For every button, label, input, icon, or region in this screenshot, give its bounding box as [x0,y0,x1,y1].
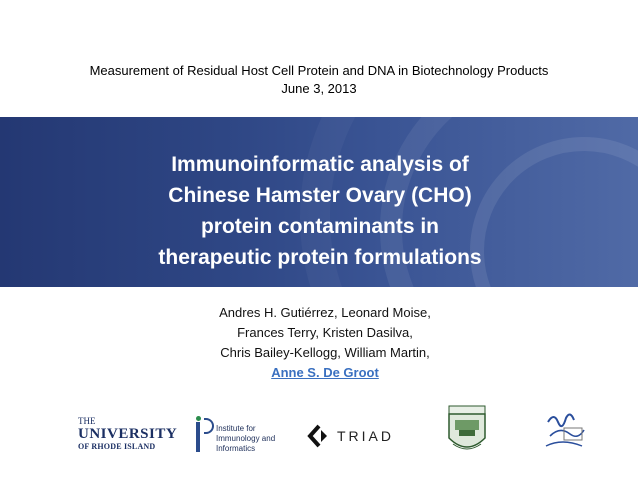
institute-line: Informatics [216,444,256,453]
triad-logo [307,424,417,448]
uri-logo-the: THE [78,416,96,426]
uri-logo-university: UNIVERSITY [78,426,178,442]
institute-logo-text [216,424,275,454]
author-line: Chris Bailey-Kellogg, William Martin, [220,345,430,360]
triad-mark-icon [307,424,331,448]
institute-logo-dot-icon [196,416,201,421]
conference-date: June 3, 2013 [281,81,357,96]
title-line: protein contaminants in [200,215,439,238]
institute-line: Institute for [216,424,256,433]
institute-logo-bar-icon [196,422,200,452]
presenting-author: Anne S. De Groot [271,365,379,380]
title-line: Immunoinformatic analysis of [171,153,469,176]
title-line: therapeutic protein formulations [158,246,482,269]
triad-wordmark: TRIAD [337,428,394,444]
author-line: Frances Terry, Kristen Dasilva, [237,325,413,340]
title-line: Chinese Hamster Ovary (CHO) [168,184,472,207]
institute-line: Immunology and [216,434,276,443]
title-banner [0,117,638,287]
presentation-title [100,149,540,273]
author-list [160,303,490,383]
uri-logo-of-ri: OF RHODE ISLAND [78,442,156,451]
conference-header [0,62,638,98]
dartmouth-seal-icon [445,404,489,456]
author-line: Andres H. Gutiérrez, Leonard Moise, [219,305,431,320]
uri-logo [78,416,178,452]
institute-logo [196,416,296,456]
institute-logo-arc-icon [204,418,214,434]
conference-title: Measurement of Residual Host Cell Protein and DNA in Biotechnology Products [89,63,549,78]
ut-handwritten-logo-icon [542,408,588,452]
